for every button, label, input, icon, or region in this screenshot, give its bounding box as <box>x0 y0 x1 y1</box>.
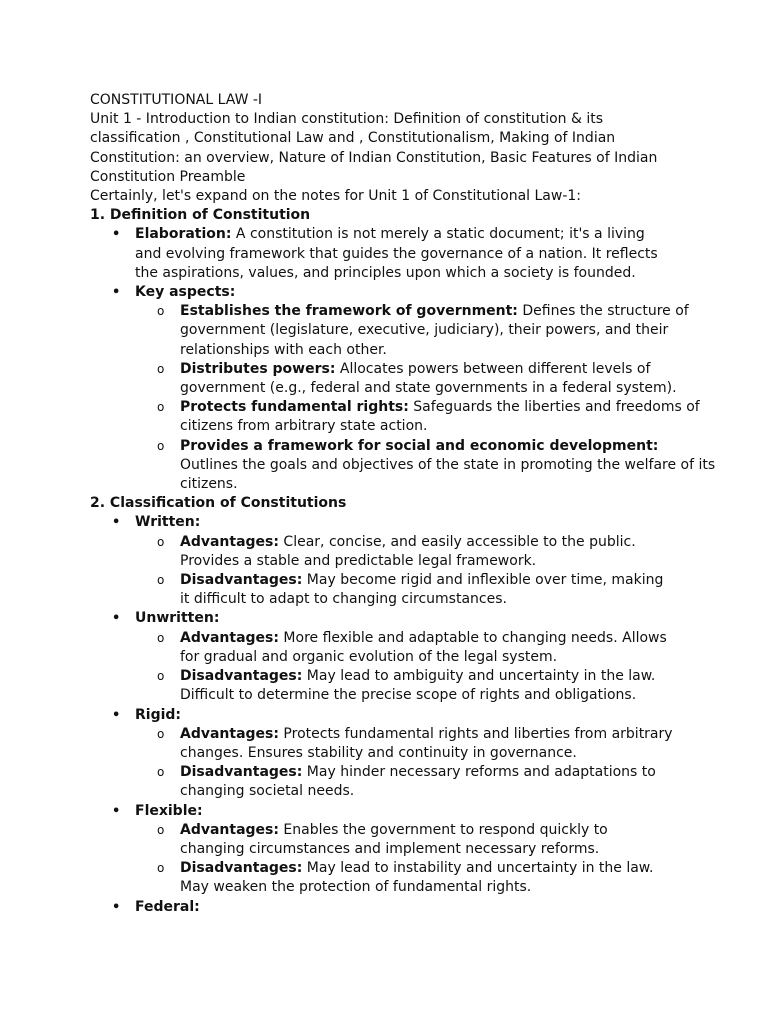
disadvantages-label: Disadvantages: <box>180 860 303 877</box>
section2-heading: 2. Classification of Constitutions <box>90 495 347 512</box>
disadvantages-item <box>135 667 675 705</box>
disadvantages-item <box>135 763 675 801</box>
sub-bullet-icon: o <box>157 765 165 780</box>
aspect-label: Protects fundamental rights: <box>180 399 409 416</box>
aspect-item <box>135 302 720 360</box>
aspect-text: Safeguards the liberties and freedoms of citizens from arbitrary state action. <box>180 399 700 435</box>
bullet-icon: • <box>112 285 121 301</box>
type-name: Written: <box>135 514 201 531</box>
elaboration-text: A constitution is not merely a static document; it's a living and evolving framework that guides the governance of a nation. It reflects the aspirations, values, and principles upon which a society is founded. <box>135 226 658 281</box>
section1-list <box>90 225 716 494</box>
document-page <box>90 91 716 917</box>
key-aspects-label: Key aspects: <box>135 284 236 301</box>
sub-bullet-icon: o <box>157 822 165 837</box>
sub-bullet-icon: o <box>157 304 165 319</box>
bullet-icon: • <box>112 227 121 243</box>
sub-bullet-icon: o <box>157 361 165 376</box>
type-name: Federal: <box>135 898 200 915</box>
aspect-label: Establishes the framework of government: <box>180 303 518 320</box>
type-item-rigid <box>90 706 690 802</box>
disadvantages-label: Disadvantages: <box>180 572 303 589</box>
sub-bullet-icon: o <box>157 534 165 549</box>
bullet-icon: • <box>112 899 121 915</box>
bullet-icon: • <box>112 515 121 531</box>
type-details <box>135 821 690 898</box>
aspect-text: Outlines the goals and objectives of the state in promoting the welfare of its citizens. <box>180 456 716 493</box>
disadvantages-text: May hinder necessary reforms and adaptations to changing societal needs. <box>180 764 656 800</box>
bullet-icon: • <box>112 803 121 819</box>
sub-bullet-icon: o <box>157 573 165 588</box>
bullet-icon: • <box>112 611 121 627</box>
document-title: CONSTITUTIONAL LAW -I <box>90 92 263 108</box>
advantages-label: Advantages: <box>180 533 279 550</box>
type-details <box>135 533 690 610</box>
type-item-unwritten <box>90 609 690 705</box>
disadvantages-label: Disadvantages: <box>180 764 303 781</box>
type-item-flexible <box>90 802 690 898</box>
aspect-item <box>135 398 720 436</box>
disadvantages-text: May lead to ambiguity and uncertainty in the law. Difficult to determine the precise scope of rights and obligations. <box>180 668 656 704</box>
advantages-text: Clear, concise, and easily accessible to the public. Provides a stable and predictable legal framework. <box>180 533 636 569</box>
list-item-elaboration <box>90 225 675 283</box>
expand-line: Certainly, let's expand on the notes for Unit 1 of Constitutional Law-1: <box>90 188 582 205</box>
advantages-label: Advantages: <box>180 725 279 742</box>
advantages-label: Advantages: <box>180 629 279 646</box>
type-item-written <box>90 513 690 609</box>
disadvantages-item <box>135 571 675 609</box>
section1-heading: 1. Definition of Constitution <box>90 207 311 224</box>
aspect-text: Defines the structure of government (legislature, executive, judiciary), their powers, and their relationships with each other. <box>180 303 689 358</box>
aspect-text: Allocates powers between different levels of government (e.g., federal and state governments in a federal system). <box>180 360 677 397</box>
type-details <box>135 629 690 706</box>
disadvantages-label: Disadvantages: <box>180 668 303 685</box>
advantages-text: Protects fundamental rights and liberties from arbitrary changes. Ensures stability and continuity in governance. <box>180 725 673 761</box>
type-name: Rigid: <box>135 706 182 723</box>
sub-bullet-icon: o <box>157 861 165 876</box>
disadvantages-text: May lead to instability and uncertainty in the law. May weaken the protection of fundamental rights. <box>180 860 654 896</box>
bullet-icon: • <box>112 707 121 723</box>
advantages-text: More flexible and adaptable to changing needs. Allows for gradual and organic evolution of the legal system. <box>180 629 667 665</box>
disadvantages-item <box>135 859 675 897</box>
type-name: Flexible: <box>135 802 203 819</box>
sub-bullet-icon: o <box>157 400 165 415</box>
disadvantages-text: May become rigid and inflexible over time, making it difficult to adapt to changing circumstances. <box>180 572 664 608</box>
sub-bullet-icon: o <box>157 726 165 741</box>
advantages-item <box>135 629 675 667</box>
sub-bullet-icon: o <box>157 438 165 453</box>
sub-bullet-icon: o <box>157 630 165 645</box>
advantages-item <box>135 533 675 571</box>
advantages-item <box>135 821 675 859</box>
advantages-item <box>135 725 675 763</box>
type-item-federal <box>90 898 690 917</box>
advantages-text: Enables the government to respond quickly to changing circumstances and implement necessary reforms. <box>180 821 608 857</box>
advantages-label: Advantages: <box>180 821 279 838</box>
aspect-label: Distributes powers: <box>180 360 336 377</box>
unit-intro: Unit 1 - Introduction to Indian constitution: Definition of constitution & its classification , Constitutional Law and , Constitutionalism, Making of Indian Constitution: an overview, Nature of Indian Constitution, Basic Features of Indian Constitution Preamble <box>90 111 658 185</box>
list-item-key-aspects <box>90 283 716 494</box>
aspect-label: Provides a framework for social and economic development: <box>180 437 659 454</box>
type-name: Unwritten: <box>135 610 220 627</box>
sub-bullet-icon: o <box>157 669 165 684</box>
aspect-item <box>135 360 720 398</box>
elaboration-label: Elaboration: <box>135 226 232 243</box>
type-details <box>135 725 690 802</box>
aspect-item <box>135 437 720 495</box>
key-aspects-list <box>135 302 716 494</box>
section2-list <box>90 513 690 916</box>
